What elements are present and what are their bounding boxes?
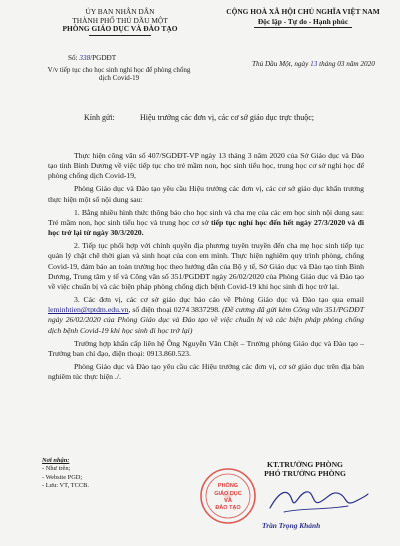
item-3-phone: , số điện thoại 0274 3837298. [128,305,222,315]
doc-number-value: 338 [79,54,91,62]
paragraph-intro: Thực hiện công văn số 407/SGDĐT-VP ngày 13 tháng 3 năm 2020 của Sở Giáo dục và Đào tạo tỉnh Bình Dương về việc tiếp tục cho trẻ mầm non, học sinh tiểu học, trung học cơ sở nghỉ học để phòng chống dịch Covid-19, [48,151,364,181]
doc-number-suffix: /PGDĐT [90,54,117,62]
recipients-list-title: Nơi nhận: [42,457,70,464]
signature-title-1: KT.TRƯỞNG PHÒNG [267,460,343,469]
document-number [68,54,116,63]
recipients-list-item: - Website PGD; [42,473,83,481]
issuer-line-1: ỦY BAN NHÂN DÂN [85,7,155,16]
signer-name: Trần Trọng Khánh [262,521,321,530]
item-1-emphasis: tiếp tục nghỉ học đến hết ngày 27/3/2020 và đi học trở lại từ ngày 30/3/2020. [48,217,364,238]
recipients: Hiệu trưởng các đơn vị, các cơ sở giáo dục trực thuộc; [140,113,314,122]
recipients-list-item: - Như trên; [42,465,71,473]
date-suffix: tháng 03 năm 2020 [317,60,375,68]
signature-title-2: PHÓ TRƯỞNG PHÒNG [264,469,346,479]
stamp-line-1: PHÒNG [217,483,239,489]
issuer-underline [89,35,151,36]
date-prefix: Thủ Dầu Một, ngày [252,60,311,68]
paragraph-item-2: 2. Tiếp tục phối hợp với chính quyền địa phương tuyên truyền đến cha mẹ học sinh tiếp tục quản lý chặt chẽ thời gian và sinh hoạt của con em mình. Thực hiện nghiêm quy trình phòng, chống Covid-19, đảm bảo an toàn trường học theo hướng dẫn của Bộ y tế, Sở Giáo dục và Đào tạo tỉnh Bình Dương, Trung tâm y tế và Công văn số 351/PGDĐT ngày 26/02/2020 của Phòng Giáo dục và Đào tạo về việc chuẩn bị và các biện pháp phòng chống dịch bệnh Covid-19 khi học sinh đi học trở lại. [48,241,364,291]
paragraph-item-3 [48,295,364,336]
national-motto: Độc lập - Tự do - Hạnh phúc [257,16,349,26]
item-3-note: (Đề cương đã gửi kèm Công văn 351/PGDĐT ngày 26/02/2020 của Phòng Giáo dục và Đào tạo về việc chuẩn bị và các biện pháp phòng chống dịch bệnh Covid-19 khi học sinh đi học trở lại) [48,305,364,335]
national-title: CỘNG HOÀ XÃ HỘI CHỦ NGHĨA VIỆT NAM [226,7,380,16]
doc-number-prefix: Số: [68,54,80,62]
issuer-line-3: PHÒNG GIÁO DỤC VÀ ĐÀO TẠO [62,24,178,34]
motto-underline [254,27,352,28]
date-day: 13 [310,60,318,68]
document-body [48,151,364,385]
national-header [218,8,388,28]
paragraph-item-1 [48,208,364,238]
official-stamp [199,467,257,525]
stamp-line-3: VÀ [224,498,232,504]
paragraph-request: Phòng Giáo dục và Đào tạo yêu cầu Hiệu trưởng các đơn vị, các cơ sở giáo dục khẩn trương thực hiện một số nội dung sau: [48,184,364,204]
document-date [252,60,375,69]
item-1-text: 1. Bằng nhiều hình thức thông báo cho học sinh và cha mẹ của các em học sinh nội dung sau: Trẻ mầm non, học sinh tiểu học và trung học cơ sở [48,207,364,227]
issuer-line-2: THÀNH PHỐ THỦ DẦU MỘT [72,15,168,25]
recipients-list-item: - Lưu: VT, TCCB. [42,481,89,489]
document-subject: V/v tiếp tục cho học sinh nghỉ học để phòng chống dịch Covid-19 [47,66,191,83]
salutation: Kính gửi: [84,113,115,122]
item-3-text: 3. Các đơn vị, các cơ sở giáo dục báo cáo về Phòng Giáo dục và Đào tạo qua email [74,295,364,305]
handwritten-signature [262,482,372,520]
stamp-line-2: GIÁO DỤC [214,491,242,497]
issuer-header [50,8,190,36]
recipients-list [42,457,89,490]
stamp-line-4: ĐÀO TẠO [215,505,241,511]
paragraph-emergency: Trường hợp khẩn cấp liên hệ Ông Nguyễn Văn Chệt – Trưởng phòng Giáo dục và Đào tạo – Trưởng ban chỉ đạo, điện thoại: 0913.860.523. [48,338,364,358]
paragraph-closing: Phòng Giáo dục và Đào tạo yêu cầu các Hiệu trưởng các đơn vị, cơ sở giáo dục trên địa bàn nghiêm túc thực hiện ./. [48,361,364,382]
email-link[interactable]: leminhtien@tptdm.edu.vn [48,305,129,315]
